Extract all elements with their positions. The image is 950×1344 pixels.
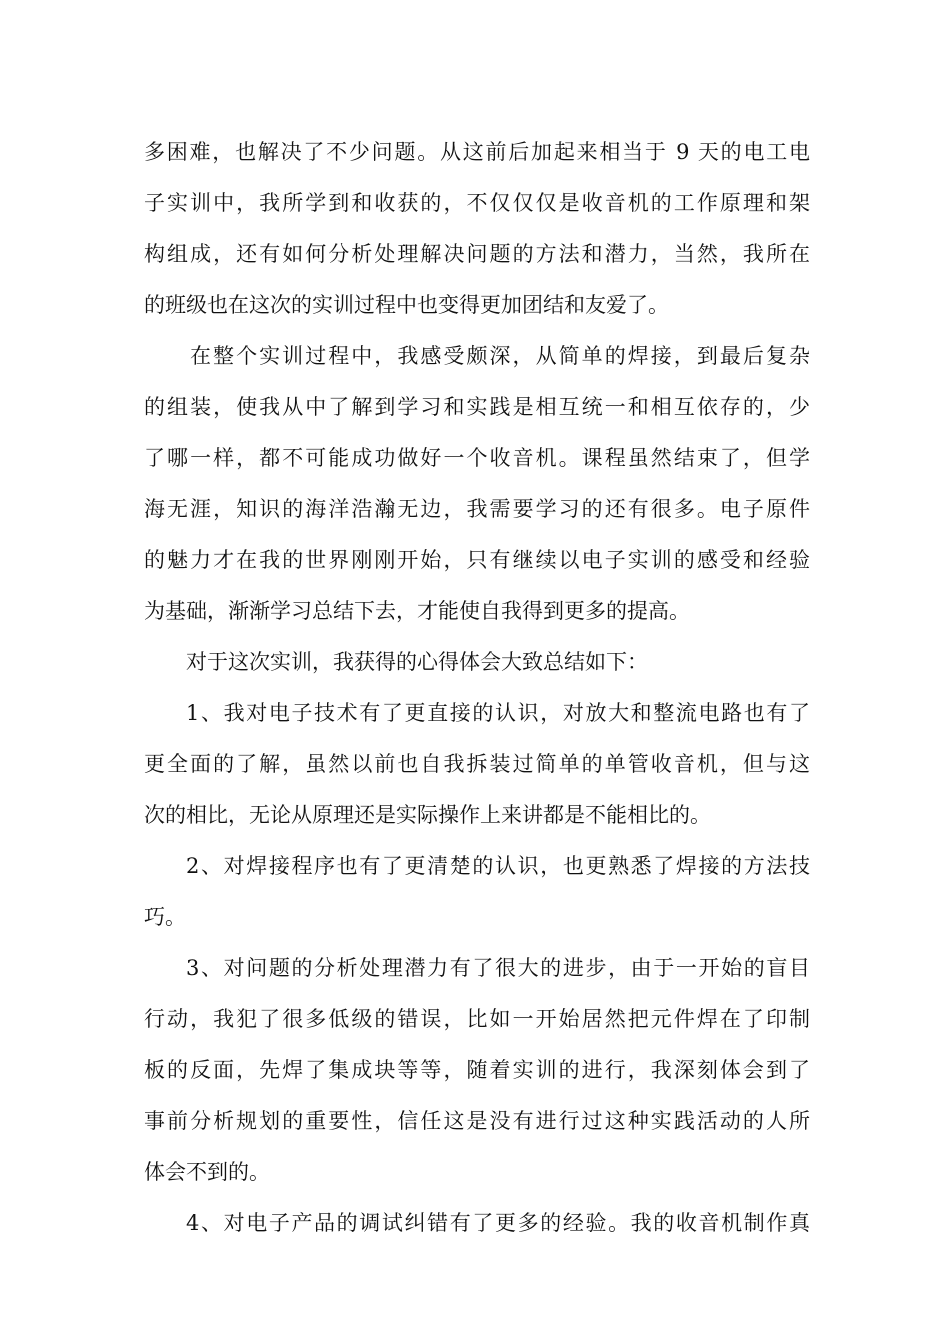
text-line: 的班级也在这次的实训过程中也变得更加团结和友爱了。 <box>144 293 669 317</box>
text-line: 巧。 <box>144 905 186 929</box>
text-line: 体会不到的。 <box>144 1160 270 1184</box>
text-line: 多困难，也解决了不少问题。从这前后加起来相当于 9 天的电工电 <box>144 140 810 164</box>
text-line: 构组成，还有如何分析处理解决问题的方法和潜力，当然，我所在 <box>144 242 810 266</box>
text-line: 板的反面，先焊了集成块等等，随着实训的进行，我深刻体会到了 <box>144 1058 810 1082</box>
text-line: 的魅力才在我的世界刚刚开始，只有继续以电子实训的感受和经验 <box>144 548 810 572</box>
text-line: 1、我对电子技术有了更直接的认识，对放大和整流电路也有了 <box>186 701 810 725</box>
text-line: 海无涯，知识的海洋浩瀚无边，我需要学习的还有很多。电子原件 <box>144 497 810 521</box>
text-line: 为基础，渐渐学习总结下去，才能使自我得到更多的提高。 <box>144 599 690 623</box>
text-line: 事前分析规划的重要性，信任这是没有进行过这种实践活动的人所 <box>144 1109 810 1133</box>
text-line: 在整个实训过程中，我感受颇深，从简单的焊接，到最后复杂 <box>190 344 810 368</box>
text-line: 4、对电子产品的调试纠错有了更多的经验。我的收音机制作真 <box>186 1211 810 1235</box>
text-line: 次的相比，无论从原理还是实际操作上来讲都是不能相比的。 <box>144 803 711 827</box>
text-line: 行动，我犯了很多低级的错误，比如一开始居然把元件焊在了印制 <box>144 1007 810 1031</box>
text-line: 2、对焊接程序也有了更清楚的认识，也更熟悉了焊接的方法技 <box>186 854 810 878</box>
text-line: 3、对问题的分析处理潜力有了很大的进步，由于一开始的盲目 <box>186 956 810 980</box>
text-line: 更全面的了解，虽然以前也自我拆装过简单的单管收音机，但与这 <box>144 752 810 776</box>
text-line: 对于这次实训，我获得的心得体会大致总结如下： <box>186 650 648 674</box>
body-text <box>144 127 810 1249</box>
text-line: 了哪一样，都不可能成功做好一个收音机。课程虽然结束了，但学 <box>144 446 810 470</box>
text-line: 子实训中，我所学到和收获的，不仅仅仅是收音机的工作原理和架 <box>144 191 810 215</box>
text-line: 的组装，使我从中了解到学习和实践是相互统一和相互依存的，少 <box>144 395 810 419</box>
